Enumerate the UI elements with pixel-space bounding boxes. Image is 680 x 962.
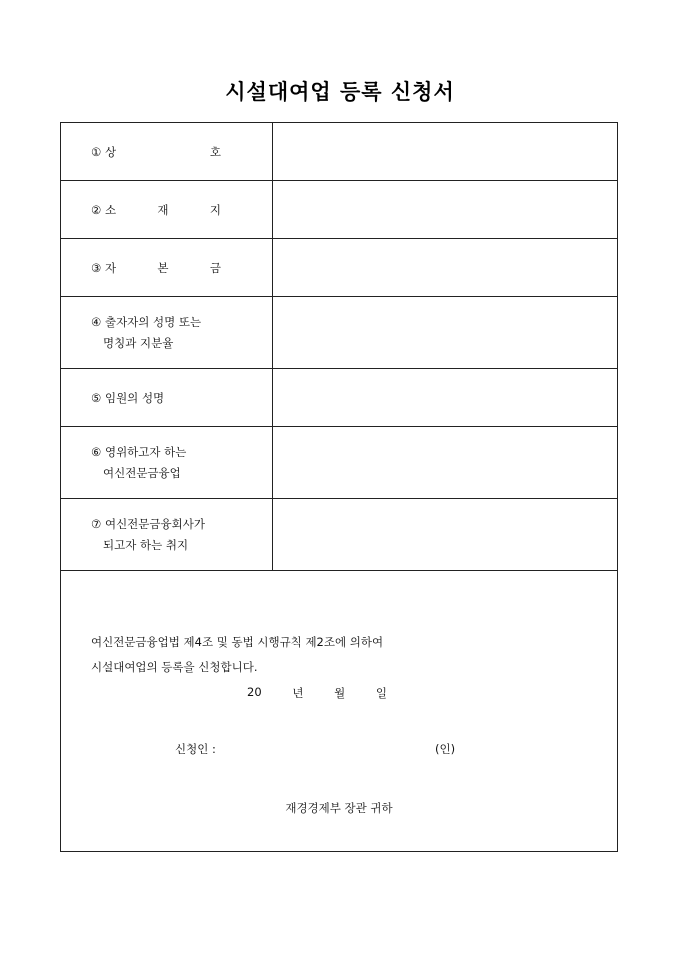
day-label: 일	[375, 686, 387, 700]
field-row-business-name	[61, 123, 617, 181]
field-number: ③	[91, 260, 102, 275]
field-label-cell	[61, 239, 273, 296]
field-row-officers	[61, 369, 617, 427]
field-label-line: 임원의 성명	[104, 390, 165, 405]
business-type-input[interactable]	[273, 427, 617, 498]
field-number: ⑦	[91, 516, 102, 531]
field-label-char: 소	[104, 202, 117, 217]
field-label-line: 여신전문금융회사가	[104, 516, 205, 531]
date-line	[247, 685, 387, 701]
year-prefix[interactable]: 20	[247, 685, 262, 699]
field-label-line: 되고자 하는 취지	[103, 537, 189, 552]
applicant-label: 신청인 :	[175, 742, 216, 756]
field-label-char: 호	[209, 144, 221, 159]
field-number: ④	[91, 314, 102, 329]
field-label-line: 출자자의 성명 또는	[104, 314, 202, 329]
field-number: ①	[91, 144, 102, 159]
field-label-cell	[61, 427, 273, 498]
field-label-line: 여신전문금융업	[103, 465, 181, 480]
form-title: 시설대여업 등록 신청서	[225, 79, 455, 104]
field-label-char: 금	[209, 260, 221, 275]
field-number: ⑤	[91, 390, 102, 405]
field-row-capital	[61, 239, 617, 297]
application-form	[60, 122, 618, 852]
declaration-line: 여신전문금융업법 제4조 및 동법 시행규칙 제2조에 의하여	[91, 635, 384, 649]
field-label-cell	[61, 181, 273, 238]
purpose-input[interactable]	[273, 499, 617, 570]
field-row-purpose	[61, 499, 617, 571]
business-name-input[interactable]	[273, 123, 617, 180]
field-row-location	[61, 181, 617, 239]
seal-mark: (인)	[435, 742, 456, 756]
investors-input[interactable]	[273, 297, 617, 368]
field-row-investors	[61, 297, 617, 369]
field-label-char: 지	[209, 202, 221, 217]
field-label-cell	[61, 123, 273, 180]
month-label: 월	[334, 686, 346, 700]
year-label: 년	[292, 686, 304, 700]
declaration-line: 시설대여업의 등록을 신청합니다.	[91, 660, 258, 674]
field-label-cell	[61, 499, 273, 570]
field-label-char: 본	[157, 260, 169, 275]
capital-input[interactable]	[273, 239, 617, 296]
officers-input[interactable]	[273, 369, 617, 426]
location-input[interactable]	[273, 181, 617, 238]
field-label-char: 재	[157, 202, 169, 217]
field-row-business-type	[61, 427, 617, 499]
field-label-line: 영위하고자 하는	[104, 444, 187, 459]
field-label-cell	[61, 369, 273, 426]
declaration-section	[61, 570, 617, 851]
field-label-cell	[61, 297, 273, 368]
field-number: ②	[91, 202, 102, 217]
field-label-char: 상	[104, 144, 117, 159]
addressee: 재경경제부 장관 귀하	[285, 801, 393, 815]
field-label-char: 자	[104, 260, 117, 275]
field-label-line: 명칭과 지분율	[103, 335, 174, 350]
field-number: ⑥	[91, 444, 102, 459]
